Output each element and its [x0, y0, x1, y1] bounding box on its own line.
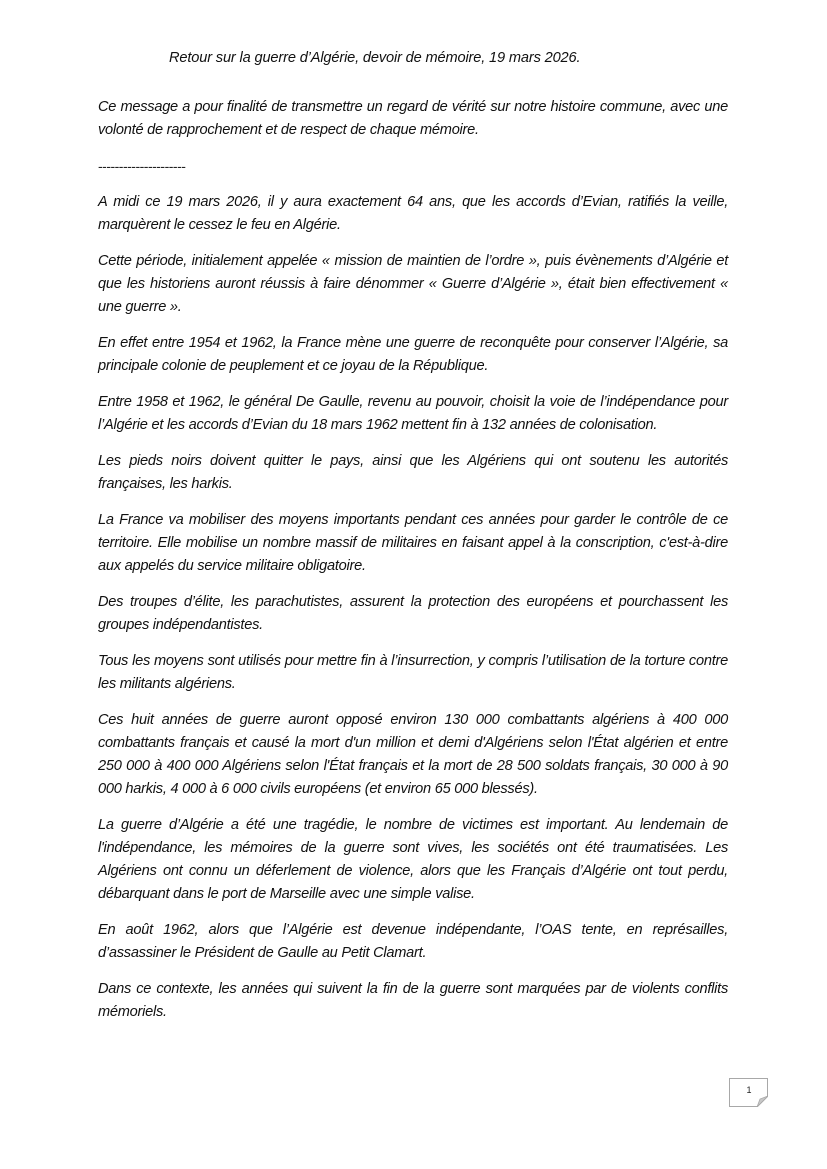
page-curl-icon [757, 1096, 768, 1107]
paragraph: Cette période, initialement appelée « mission de maintien de l’ordre », puis évènements d’Algérie et que les historiens auront réussis à faire dénommer « Guerre d’Algérie », était bien effectivement « une guerre ». [98, 253, 728, 315]
document-body [98, 96, 728, 1037]
paragraph: La guerre d’Algérie a été une tragédie, le nombre de victimes est important. Au lendemain de l'indépendance, les mémoires de la guerre sont vives, les sociétés ont été traumatisées. Les Algériens ont connu un déferlement de violence, alors que les Français d’Algérie ont tout perdu, débarquant dans le port de Marseille avec une simple valise. [98, 817, 728, 902]
paragraph: Les pieds noirs doivent quitter le pays, ainsi que les Algériens qui ont soutenu les autorités françaises, les harkis. [98, 453, 728, 492]
paragraph: Tous les moyens sont utilisés pour mettre fin à l’insurrection, y compris l’utilisation de la torture contre les militants algériens. [98, 653, 728, 692]
paragraph: En effet entre 1954 et 1962, la France mène une guerre de reconquête pour conserver l’Algérie, sa principale colonie de peuplement et ce joyau de la République. [98, 335, 728, 374]
paragraph: La France va mobiliser des moyens importants pendant ces années pour garder le contrôle de ce territoire. Elle mobilise un nombre massif de militaires en faisant appel à la conscription, c'est-à-dire aux appelés du service militaire obligatoire. [98, 512, 728, 574]
intro-paragraph: Ce message a pour finalité de transmettre un regard de vérité sur notre histoire commune, avec une volonté de rapprochement et de respect de chaque mémoire. [98, 99, 728, 138]
paragraph: A midi ce 19 mars 2026, il y aura exactement 64 ans, que les accords d’Evian, ratifiés la veille, marquèrent le cessez le feu en Algérie. [98, 194, 728, 233]
document-title: Retour sur la guerre d’Algérie, devoir de mémoire, 19 mars 2026. [169, 50, 581, 66]
paragraph: Des troupes d’élite, les parachutistes, assurent la protection des européens et pourchassent les groupes indépendantistes. [98, 594, 728, 633]
paragraph: Dans ce contexte, les années qui suivent la fin de la guerre sont marquées par de violents conflits mémoriels. [98, 981, 728, 1020]
page-number: 1 [746, 1085, 752, 1095]
separator-line: --------------------- [98, 158, 186, 174]
box-edge [730, 1106, 758, 1107]
paragraph: Entre 1958 et 1962, le général De Gaulle, revenu au pouvoir, choisit la voie de l’indépendance pour l’Algérie et les accords d’Evian du 18 mars 1962 mettent fin à 132 années de colonisation. [98, 394, 728, 433]
paragraph: En août 1962, alors que l’Algérie est devenue indépendante, l’OAS tente, en représailles, d’assassiner le Président de Gaulle au Petit Clamart. [98, 922, 728, 961]
paragraph: Ces huit années de guerre auront opposé environ 130 000 combattants algériens à 400 000 combattants français et causé la mort d'un million et demi d'Algériens selon l'État algérien et entre 250 000 à 400 000 Algériens selon l'État français et la mort de 28 500 soldats français, 30 000 à 90 000 harkis, 4 000 à 6 000 civils européens (et environ 65 000 blessés). [98, 712, 728, 797]
page-number-box [729, 1078, 768, 1107]
